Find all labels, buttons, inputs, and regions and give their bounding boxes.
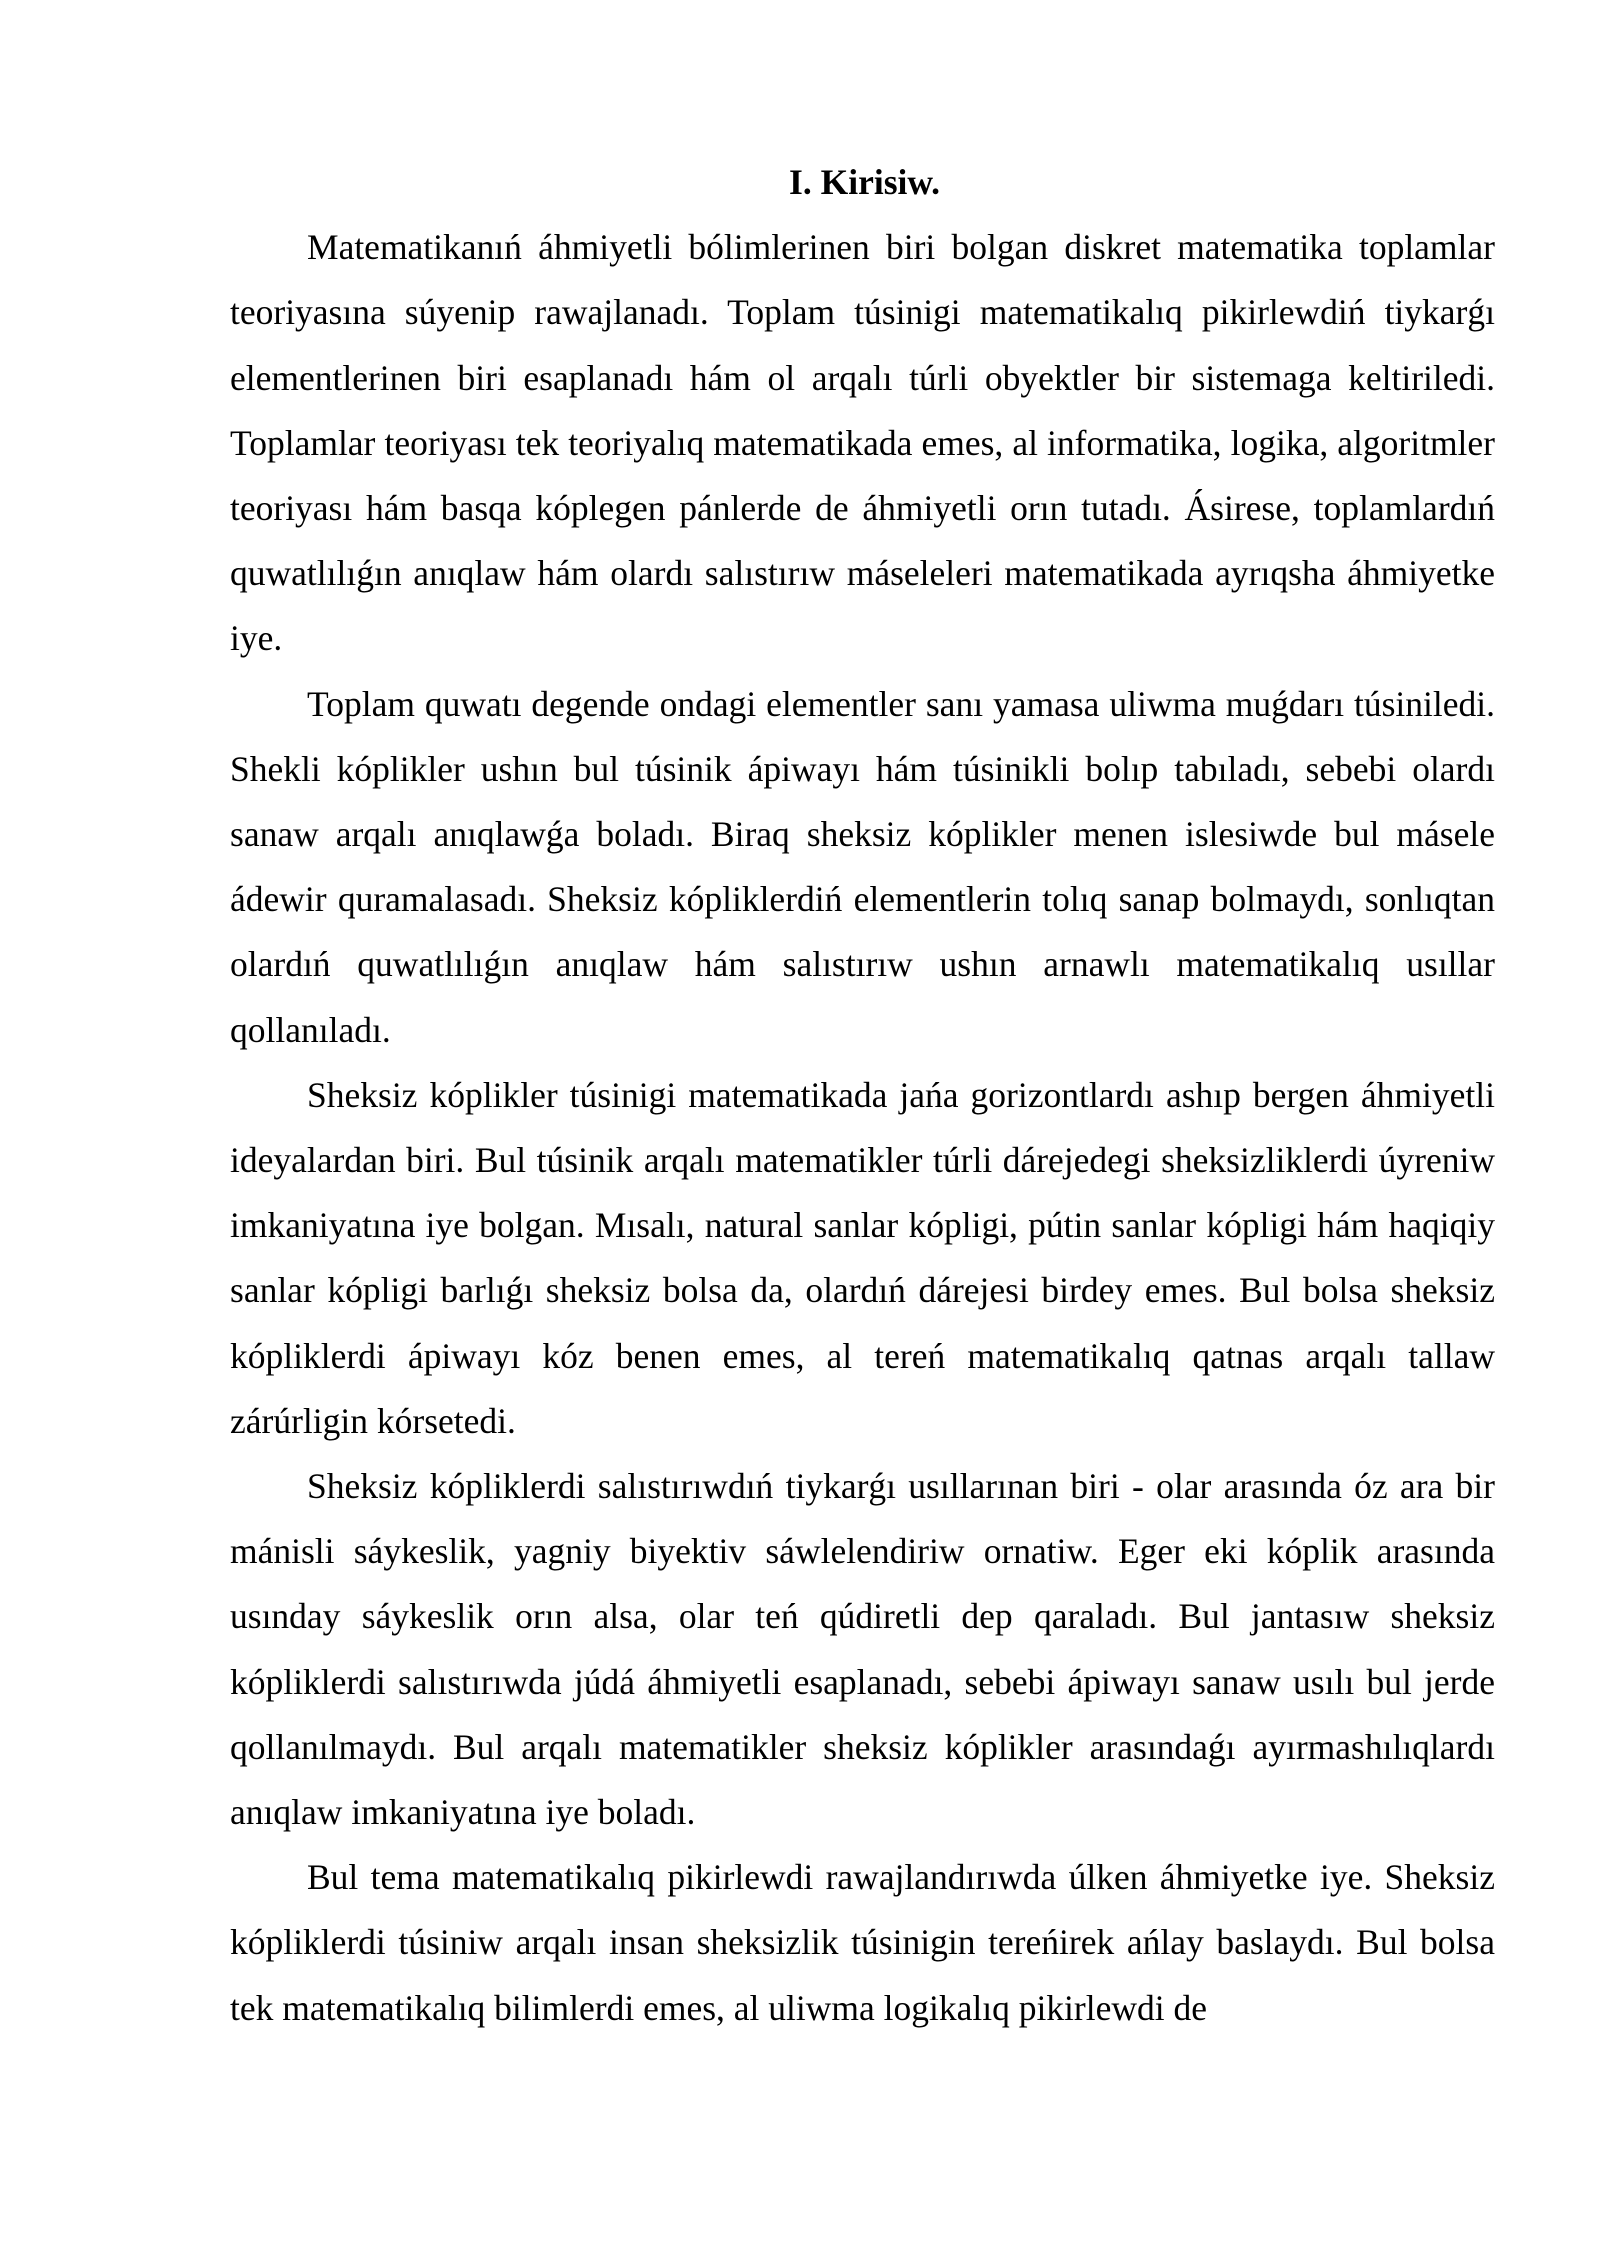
section-title: I. Kirisiw. — [789, 162, 940, 202]
document-page — [230, 150, 1495, 2041]
paragraph-1: Matematikanıń áhmiyetli bólimlerinen biri bolgan diskret matematika toplamlar teoriyasına súyenip rawajlanadı. Toplam túsinigi matematikalıq pikirlewdiń tiykarǵı elementlerinen biri esaplanadı hám ol arqalı túrli obyektler bir sistemaga keltiriledi. Toplamlar teoriyası tek teoriyalıq matematikada emes, al informatika, logika, algoritmler teoriyası hám basqa kóplegen pánlerde de áhmiyetli orın tutadı. Ásirese, toplamlardıń quwatlılıǵın anıqlaw hám olardı salıstırıw máseleleri matematikada ayrıqsha áhmiyetke iye. — [230, 227, 1495, 659]
paragraph-5: Bul tema matematikalıq pikirlewdi rawajlandırıwda úlken áhmiyetke iye. Sheksiz kópliklerdi túsiniw arqalı insan sheksizlik túsinigin tereńirek ańlay baslaydı. Bul bolsa tek matematikalıq bilimlerdi emes, al uliwma logikalıq pikirlewdi de — [230, 1857, 1495, 2028]
paragraph-4: Sheksiz kópliklerdi salıstırıwdıń tiykarǵı usıllarınan biri - olar arasında óz ara bir mánisli sáykeslik, yagniy biyektiv sáwlelendiriw ornatiw. Eger eki kóplik arasında usınday sáykeslik orın alsa, olar teń qúdiretli dep qaraladı. Bul jantasıw sheksiz kópliklerdi salıstırıwda júdá áhmiyetli esaplanadı, sebebi ápiwayı sanaw usılı bul jerde qollanılmaydı. Bul arqalı matematikler sheksiz kóplikler arasındaǵı ayırmashılıqlardı anıqlaw imkaniyatına iye boladı. — [230, 1466, 1495, 1833]
paragraph-3: Sheksiz kóplikler túsinigi matematikada jańa gorizontlardı ashıp bergen áhmiyetli ideyalardan biri. Bul túsinik arqalı matematikler túrli dárejedegi sheksizliklerdi úyreniw imkaniyatına iye bolgan. Mısalı, natural sanlar kópligi, pútin sanlar kópligi hám haqiqiy sanlar kópligi barlıǵı sheksiz bolsa da, olardıń dárejesi birdey emes. Bul bolsa sheksiz kópliklerdi ápiwayı kóz benen emes, al tereń matematikalıq qatnas arqalı tallaw zárúrligin kórsetedi. — [230, 1074, 1495, 1441]
paragraph-2: Toplam quwatı degende ondagi elementler sanı yamasa uliwma muǵdarı túsiniledi. Shekli kóplikler ushın bul túsinik ápiwayı hám túsinikli bolıp tabıladı, sebebi olardı sanaw arqalı anıqlawǵa boladı. Biraq sheksiz kóplikler menen islesiwde bul másele ádewir quramalasadı. Sheksiz kópliklerdiń elementlerin tolıq sanap bolmaydı, sonlıqtan olardıń quwatlılıǵın anıqlaw hám salıstırıw ushın arnawlı matematikalıq usıllar qollanıladı. — [230, 683, 1495, 1050]
